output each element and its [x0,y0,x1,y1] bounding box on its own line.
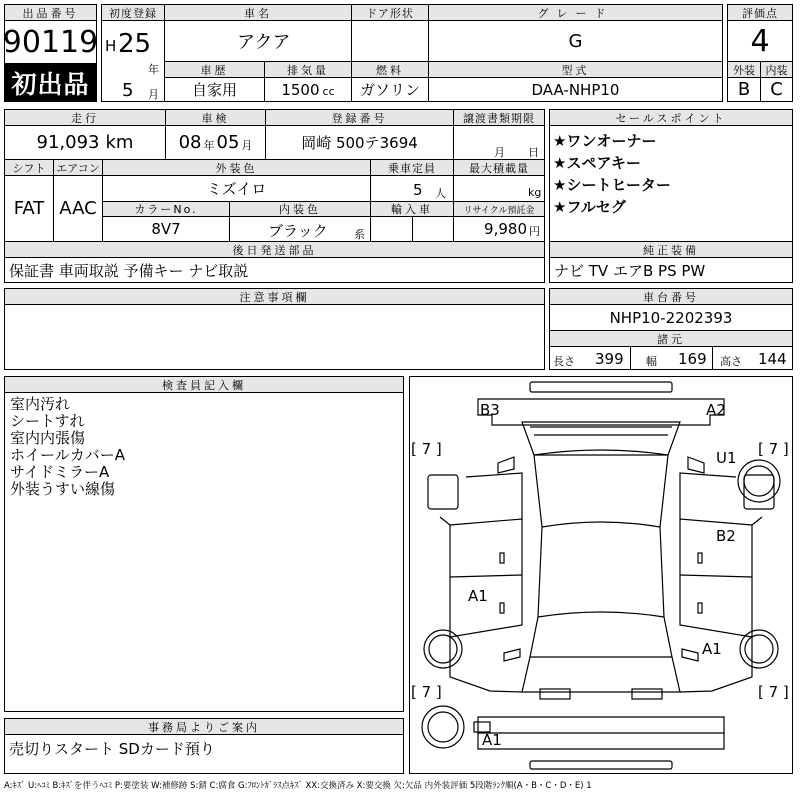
int-color-unit: 系 [354,228,365,241]
sales-points-label: セールスポイント [549,109,793,126]
car-diagram [409,376,793,774]
inspector-note-6: 外装うすい線傷 [10,480,116,498]
import-label: 輸入車 [370,201,454,217]
plate-value: 岡崎 500テ3694 [265,125,454,160]
capacity-label: 乗車定員 [370,159,454,176]
first-listing-badge: 初出品 [4,64,97,102]
equipment-label: 純正装備 [549,241,793,258]
fuel-value: ガソリン [351,77,429,102]
displacement-unit: cc [322,85,335,98]
recycle-label: リサイクル預託金 [453,201,545,217]
ext-color-label: 外装色 [102,159,371,176]
history-value: 自家用 [164,77,265,102]
damage-mark-b3: B3 [480,401,500,419]
max-load-label: 最大積載量 [453,159,545,176]
chassis-label: 車台番号 [549,288,793,305]
inspector-label: 検査員記入欄 [4,376,404,393]
ac-label: エアコン [53,159,103,176]
first-reg-month: 5 [122,80,134,101]
door-label: ドア形状 [351,4,429,21]
score-label: 評価点 [727,4,793,21]
damage-mark-u1: U1 [716,449,737,467]
length-label: 長さ [553,355,575,368]
specs-label: 諸元 [549,330,793,347]
caution-label: 注意事項欄 [4,288,545,305]
color-no-label: カラーNo. [102,201,230,217]
transfer-cell [453,125,545,160]
recycle-value: 9,980 [484,220,527,238]
damage-mark-b2: B2 [716,527,736,545]
width-label: 幅 [646,355,657,368]
inspector-note-2: シートすれ [10,412,85,430]
transfer-label: 譲渡書類期限 [453,109,545,126]
caution-box [4,304,545,370]
recycle-unit: 円 [529,225,540,238]
office-note: 売切りスタート SDカード預り [4,734,404,774]
capacity-value: 5 [413,181,423,199]
length-value: 399 [595,350,624,368]
specs-row [549,346,793,370]
first-reg-label: 初度登録 [101,4,165,21]
inspector-note-3: 室内内張傷 [10,429,86,447]
inspector-note-4: ホイールカバーA [10,446,125,464]
inspection-year: 08 [178,132,202,153]
exterior-grade: B [727,77,761,102]
office-label: 事務局よりご案内 [4,718,404,735]
grade-value: G [428,20,723,62]
score-value: 4 [727,20,793,62]
first-reg-year-unit: 年 [148,63,159,76]
import-cell [370,216,454,242]
interior-label: 内装 [760,61,793,78]
capacity-cell [370,175,454,202]
inspection-cell [165,125,266,160]
ext-color-value: ミズイロ [102,175,371,202]
mileage-unit: km [105,132,134,153]
capacity-unit: 人 [435,187,446,200]
first-reg-cell [101,20,165,102]
first-reg-year: 25 [118,29,152,59]
int-color-value: ブラック [268,222,328,240]
sales-point-1: ★ワンオーナー [553,132,657,150]
damage-mark-a1-bottom: A1 [482,731,502,749]
grade-label: グレード [428,4,723,21]
recycle-cell [453,216,545,242]
inspection-year-unit: 年 [203,138,215,152]
sales-point-3: ★シートヒーター [553,176,671,194]
fuel-label: 燃料 [351,61,429,78]
car-name: アクア [164,20,352,62]
mileage-value: 91,093 [36,132,100,153]
lot-number: 90119 [4,20,97,64]
model-value: DAA-NHP10 [428,77,723,102]
ac-value: AAC [53,175,103,242]
damage-legend: A:ｷｽﾞ U:ﾍｺﾐ B:ｷｽﾞを伴うﾍｺﾐ P:要塗装 W:補修跡 S:錆 C:腐食 G:ﾌﾛﾝﾄｶﾞﾗｽ点ｷｽﾞ XX:交換済み X:要交換 欠:欠品 内外装評価 5段階ﾗﾝｸ順(A・B・C・D・E) 1 [4,781,592,791]
color-no-value: 8V7 [102,216,230,242]
max-load-unit: kg [528,186,542,199]
int-color-label: 内装色 [229,201,371,217]
transfer-day-unit: 日 [528,146,539,159]
first-reg-month-unit: 月 [148,88,159,101]
mileage-cell [4,125,166,160]
door-value [351,20,429,62]
displacement-cell [264,77,352,102]
model-label: 型式 [428,61,723,78]
later-parts-label: 後日発送部品 [4,241,545,258]
int-color-cell [229,216,371,242]
sales-points-box [549,125,793,242]
lot-label: 出品番号 [4,4,97,21]
width-value: 169 [678,350,707,368]
later-parts-value: 保証書 車両取説 予備キー ナビ取説 [4,257,545,283]
max-load-cell [453,175,545,202]
exterior-label: 外装 [727,61,761,78]
sales-point-2: ★スペアキー [553,154,641,172]
shift-value: FAT [4,175,54,242]
displacement-value: 1500 [281,80,320,99]
mileage-label: 走行 [4,109,166,126]
displacement-label: 排気量 [264,61,352,78]
damage-mark-a1-left: A1 [468,587,488,605]
height-label: 高さ [720,355,742,368]
sales-point-4: ★フルセグ [553,198,626,216]
tire-tread-rear-left: [ 7 ] [411,683,442,701]
history-label: 車歴 [164,61,265,78]
equipment-value: ナビ TV エアB PS PW [549,257,793,283]
inspector-note-5: サイドミラーA [10,463,110,481]
interior-grade: C [760,77,793,102]
inspection-month-unit: 月 [241,138,253,152]
tire-tread-rear-right: [ 7 ] [758,683,789,701]
inspector-note-1: 室内汚れ [10,395,71,413]
tire-tread-front-right: [ 7 ] [758,440,789,458]
damage-mark-a1-right: A1 [702,640,722,658]
car-name-label: 車名 [164,4,352,21]
inspection-label: 車検 [165,109,266,126]
height-value: 144 [758,350,787,368]
plate-label: 登録番号 [265,109,454,126]
chassis-value: NHP10-2202393 [549,304,793,331]
shift-label: シフト [4,159,54,176]
damage-mark-a2: A2 [706,401,726,419]
tire-tread-front-left: [ 7 ] [411,440,442,458]
first-reg-era: H [105,37,117,55]
inspection-month: 05 [216,132,240,153]
transfer-month-unit: 月 [494,146,505,159]
car-diagram-drawing [410,377,792,773]
inspector-box [4,392,404,712]
